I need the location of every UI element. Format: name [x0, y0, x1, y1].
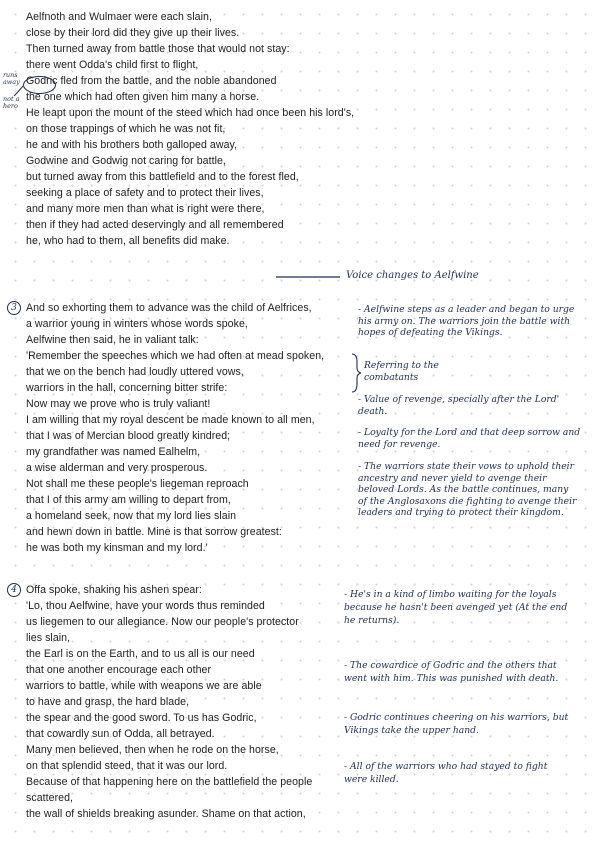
poem-line: Not shall me these people's liegeman reproach — [26, 478, 249, 490]
poem-line: but turned away from this battlefield and to the forest fled, — [26, 171, 299, 183]
poem-line: 'Lo, thou Aelfwine, have your words thus reminded — [26, 600, 265, 612]
poem-line: he and with his brothers both galloped away, — [26, 139, 238, 151]
poem-line: seeking a place of safety and to protect their lives, — [26, 187, 264, 199]
poem-line: that one another encourage each other — [26, 664, 212, 676]
poem-line: the one which had often given him many a horse. — [26, 91, 260, 103]
poem-line: close by their lord did they give up their lives. — [26, 27, 240, 39]
poem-line: and many more men than what is right were there, — [26, 203, 265, 215]
poem-line: that I was of Mercian blood greatly kindred; — [26, 430, 231, 442]
note-cowardice: - The cowardice of Godric and the others that went with him. This was punished with death. — [344, 660, 559, 684]
poem-line: to have and grasp, the hard blade, — [26, 696, 190, 708]
note-aelfwine-leader: - Aelfwine steps as a leader and began to urge his army on. The warriors join the battle with hopes of defeating the Vikings. — [358, 304, 575, 338]
poem-line: Aelfwine then said, he in valiant talk: — [26, 334, 199, 346]
poem-line: and hewn down in battle. Mine is that sorrow greatest: — [26, 526, 282, 538]
margin-note-runs-away: runs away — [3, 71, 20, 86]
poem-line: that I of this army am willing to depart from, — [26, 494, 231, 506]
note-loyalty: - Loyalty for the Lord and that deep sorrow and need for revenge. — [358, 427, 581, 450]
poem-line: Now may we prove who is truly valiant! — [26, 398, 211, 410]
note-warriors-vows: - The warriors state their vows to uphold their ancestry and never yield to avenge their beloved Lords. As the battle continues, many of the Anglosaxons die fighting to avenge their leaders and trying to protect their kingdom. — [358, 461, 577, 518]
poem-line: warriors to battle, while with weapons we are able — [26, 680, 262, 692]
poem-line: Godwine and Godwig not caring for battle, — [26, 155, 226, 167]
note-value-revenge: - Value of revenge, specially after the Lord' death. — [358, 394, 560, 417]
margin-note-not-a-hero: not a hero — [3, 95, 20, 110]
voice-change-note: Voice changes to Aelfwine — [346, 270, 479, 281]
poem-line: a homeland seek, now that my lord lies slain — [26, 510, 237, 522]
poem-line: scattered, — [26, 792, 74, 804]
poem-line: that we on the bench had loudly uttered vows, — [26, 366, 244, 378]
poem-line: there went Odda's child first to flight, — [26, 59, 199, 71]
note-warriors-killed: - All of the warriors who had stayed to fight were killed. — [344, 761, 548, 785]
poem-line: my grandfather was named Ealhelm, — [26, 446, 201, 458]
poem-line: Then turned away from battle those that would not stay: — [26, 43, 290, 55]
poem-line: on those trappings of which he was not fit, — [26, 123, 226, 135]
poem-line: Godric fled from the battle, and the noble abandoned — [26, 75, 277, 87]
poem-line: warriors in the hall, concerning bitter strife: — [26, 382, 228, 394]
poem-line: 'Remember the speeches which we had often at mead spoken, — [26, 350, 325, 362]
poem-line: that cowardly sun of Odda, all betrayed. — [26, 728, 215, 740]
poem-line: on that splendid steed, that it was our lord. — [26, 760, 228, 772]
note-limbo: - He's in a kind of limbo waiting for the loyals because he hasn't been avenged yet (At the end he returns). — [344, 589, 568, 626]
poem-line: Aelfnoth and Wulmaer were each slain, — [26, 11, 212, 23]
poem-line: the Earl is on the Earth, and to us all is our need — [26, 648, 255, 660]
note-godric-cheering: - Godric continues cheering on his warriors, but Vikings take the upper hand. — [344, 712, 569, 736]
poem-line: Many men believed, then when he rode on the horse, — [26, 744, 279, 756]
note-referring-combatants: Referring to the combatants — [364, 360, 439, 383]
poem-line: Because of that happening here on the battlefield the people — [26, 776, 313, 788]
stanza-number-4: 4 — [7, 583, 21, 597]
poem-line: I am willing that my royal descent be made known to all men, — [26, 414, 315, 426]
poem-line: a wise alderman and very prosperous. — [26, 462, 208, 474]
stanza-number-3: 3 — [7, 301, 21, 315]
poem-line: the wall of shields breaking asunder. Shame on that action, — [26, 808, 306, 820]
poem-line: Offa spoke, shaking his ashen spear: — [26, 584, 202, 596]
poem-line: a warrior young in winters whose words spoke, — [26, 318, 248, 330]
poem-line: lies slain, — [26, 632, 71, 644]
poem-line: us liegemen to our allegiance. Now our people's protector — [26, 616, 299, 628]
poem-line: he was both my kinsman and my lord.' — [26, 542, 208, 554]
poem-line: then if they had acted deservingly and all remembered — [26, 219, 284, 231]
poem-line: the spear and the good sword. To us has Godric, — [26, 712, 257, 724]
poem-line: He leapt upon the mount of the steed which had once been his lord's, — [26, 107, 355, 119]
stanza-3 — [26, 582, 312, 822]
poem-line: And so exhorting them to advance was the child of Aelfrices, — [26, 302, 312, 314]
poem-line: he, who had to them, all benefits did make. — [26, 235, 230, 247]
